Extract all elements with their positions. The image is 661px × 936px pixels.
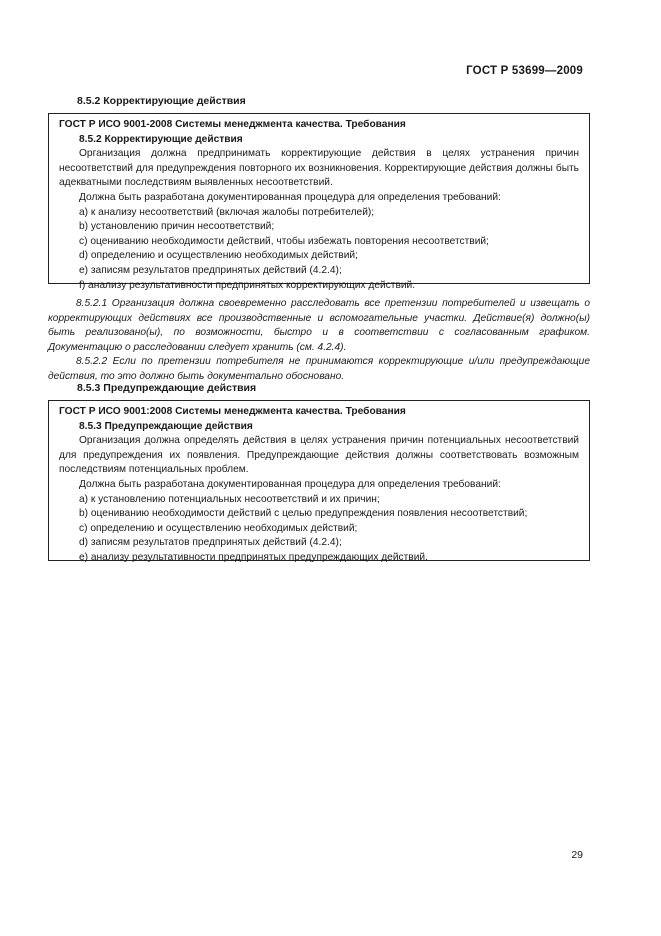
list-item: d) определению и осуществлению необходимых действий; <box>79 250 358 262</box>
box-paragraph: Должна быть разработана документированная процедура для определения требований: <box>79 478 501 490</box>
list-item: f) анализу результативности предпринятых корректирующих действий. <box>79 279 416 291</box>
list-item: a) к установлению потенциальных несоответствий и их причин; <box>79 493 380 505</box>
section-title-853: 8.5.3 Предупреждающие действия <box>77 382 257 394</box>
list-item: d) записям результатов предпринятых действий (4.2.4); <box>79 537 342 549</box>
list-item: b) установлению причин несоответствий; <box>79 221 275 233</box>
quote-box-iso-852 <box>48 113 590 291</box>
section-title-852: 8.5.2 Корректирующие действия <box>77 95 246 107</box>
note-8-5-2-2: 8.5.2.2 Если по претензии потребителя не принимаются корректирующие и/или предупреждающие действия, то это должно быть документально обосновано. <box>48 356 590 382</box>
list-item: c) определению и осуществлению необходимых действий; <box>79 522 358 534</box>
box-paragraph: Организация должна предпринимать корректирующие действия в целях устранения причин несоответствий для предупреждения повторного их возникновения. Корректирующие действия должны быть адекватными последствиям выявленных несоответствий. <box>59 148 579 189</box>
quote-box-iso-853 <box>48 400 590 561</box>
standard-header: ГОСТ Р 53699—2009 <box>466 65 583 77</box>
list-item: e) анализу результативности предпринятых предупреждающих действий. <box>79 551 428 563</box>
box-subheading: 8.5.2 Корректирующие действия <box>79 133 243 145</box>
list-item: b) оцениванию необходимости действий с целью предупреждения появления несоответствий; <box>79 508 528 520</box>
list-item: c) оцениванию необходимости действий, чтобы избежать повторения несоответствий; <box>79 235 489 247</box>
italic-notes <box>48 297 590 385</box>
box-heading: ГОСТ Р ИСО 9001:2008 Системы менеджмента качества. Требования <box>59 406 406 417</box>
box-heading: ГОСТ Р ИСО 9001-2008 Системы менеджмента качества. Требования <box>59 119 406 130</box>
note-8-5-2-1: 8.5.2.1 Организация должна своевременно расследовать все претензии потребителей и извещать о корректирующих действиях все производственные и вспомогательные участки. Действие(я) должно(ы) быть реализовано(ы), по возможности, быстро и в соответствии с согласованным графиком. Документацию о расследовании следует хранить (см. 4.2.4). <box>48 298 590 353</box>
box-paragraph: Должна быть разработана документированная процедура для определения требований: <box>79 191 501 203</box>
page-number: 29 <box>571 849 583 861</box>
list-item: a) к анализу несоответствий (включая жалобы потребителей); <box>79 206 375 218</box>
list-item: e) записям результатов предпринятых действий (4.2.4); <box>79 264 342 276</box>
box-paragraph: Организация должна определять действия в целях устранения причин потенциальных несоответствий для предупреждения их появления. Предупреждающие действия должны соответствовать возможным последствиям потенциальных проблем. <box>59 435 579 476</box>
box-subheading: 8.5.3 Предупреждающие действия <box>79 420 253 432</box>
